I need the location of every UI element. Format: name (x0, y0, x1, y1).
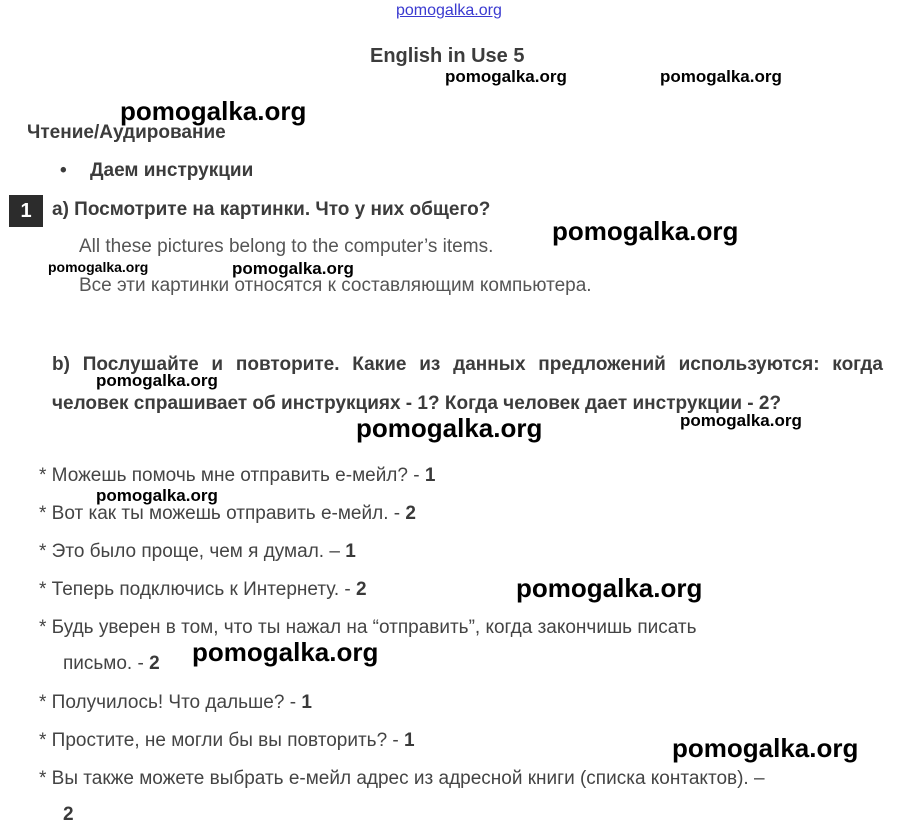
watermark: pomogalka.org (680, 411, 802, 430)
task-a-answer-ru: Все эти картинки относятся к составляющим компьютера. (79, 275, 592, 296)
watermark: pomogalka.org (516, 573, 703, 603)
item-text: * Это было проще, чем я думал. – (39, 541, 346, 562)
item-answer: 1 (424, 465, 436, 486)
watermark: pomogalka.org (232, 259, 354, 278)
task-b-question: b) Послушайте и повторите. Какие из данных предложений используются: когда человек спрашивает об инструкциях - 1? Когда человек дает инструкции - 2? (52, 354, 883, 414)
watermark: pomogalka.org (120, 96, 307, 126)
task-a-question: a) Посмотрите на картинки. Что у них общего? (52, 199, 491, 220)
item-text: * Можешь помочь мне отправить е-мейл? - (39, 465, 425, 486)
item-text: * Вот как ты можешь отправить е-мейл. - (39, 503, 406, 524)
exercise-number-badge: 1 (9, 195, 43, 227)
bullet-dot-icon: • (60, 160, 67, 181)
list-item-continuation (39, 797, 904, 833)
section-heading: Чтение/Аудирование (27, 122, 226, 143)
bullet-topic (60, 160, 253, 182)
list-item (39, 761, 883, 797)
list-item (39, 572, 883, 608)
watermark: pomogalka.org (96, 486, 218, 505)
page-title: English in Use 5 (370, 45, 525, 67)
watermark: pomogalka.org (48, 259, 149, 275)
item-answer: 1 (301, 692, 312, 713)
item-answer: 1 (345, 541, 356, 562)
item-text: * Получилось! Что дальше? - (39, 692, 302, 713)
item-answer: 2 (356, 579, 367, 600)
item-answer: 2 (405, 503, 416, 524)
list-item (39, 685, 883, 721)
watermark: pomogalka.org (96, 371, 218, 390)
item-text: * Простите, не могли бы вы повторить? - (39, 730, 405, 751)
item-answer: 2 (149, 653, 160, 674)
list-item (39, 534, 883, 570)
watermark: pomogalka.org (672, 733, 859, 763)
item-text: * Будь уверен в том, что ты нажал на “отправить”, когда закончишь писать (39, 617, 697, 638)
item-answer: 2 (63, 804, 74, 825)
watermark: pomogalka.org (356, 413, 543, 443)
watermark: pomogalka.org (660, 67, 782, 86)
list-item-continuation (39, 646, 904, 682)
header-link[interactable]: pomogalka.org (396, 2, 502, 19)
list-item (39, 610, 883, 646)
watermark: pomogalka.org (552, 216, 739, 246)
item-text: * Теперь подключись к Интернету. - (39, 579, 357, 600)
watermark: pomogalka.org (192, 637, 379, 667)
watermark: pomogalka.org (445, 67, 567, 86)
task-a-answer-en: All these pictures belong to the computer’s items. (79, 236, 494, 257)
item-text: письмо. - (63, 653, 150, 674)
item-answer: 1 (404, 730, 415, 751)
bullet-topic-text: Даем инструкции (90, 160, 254, 181)
item-text: * Вы также можете выбрать е-мейл адрес из адресной книги (списка контактов). – (39, 768, 765, 789)
